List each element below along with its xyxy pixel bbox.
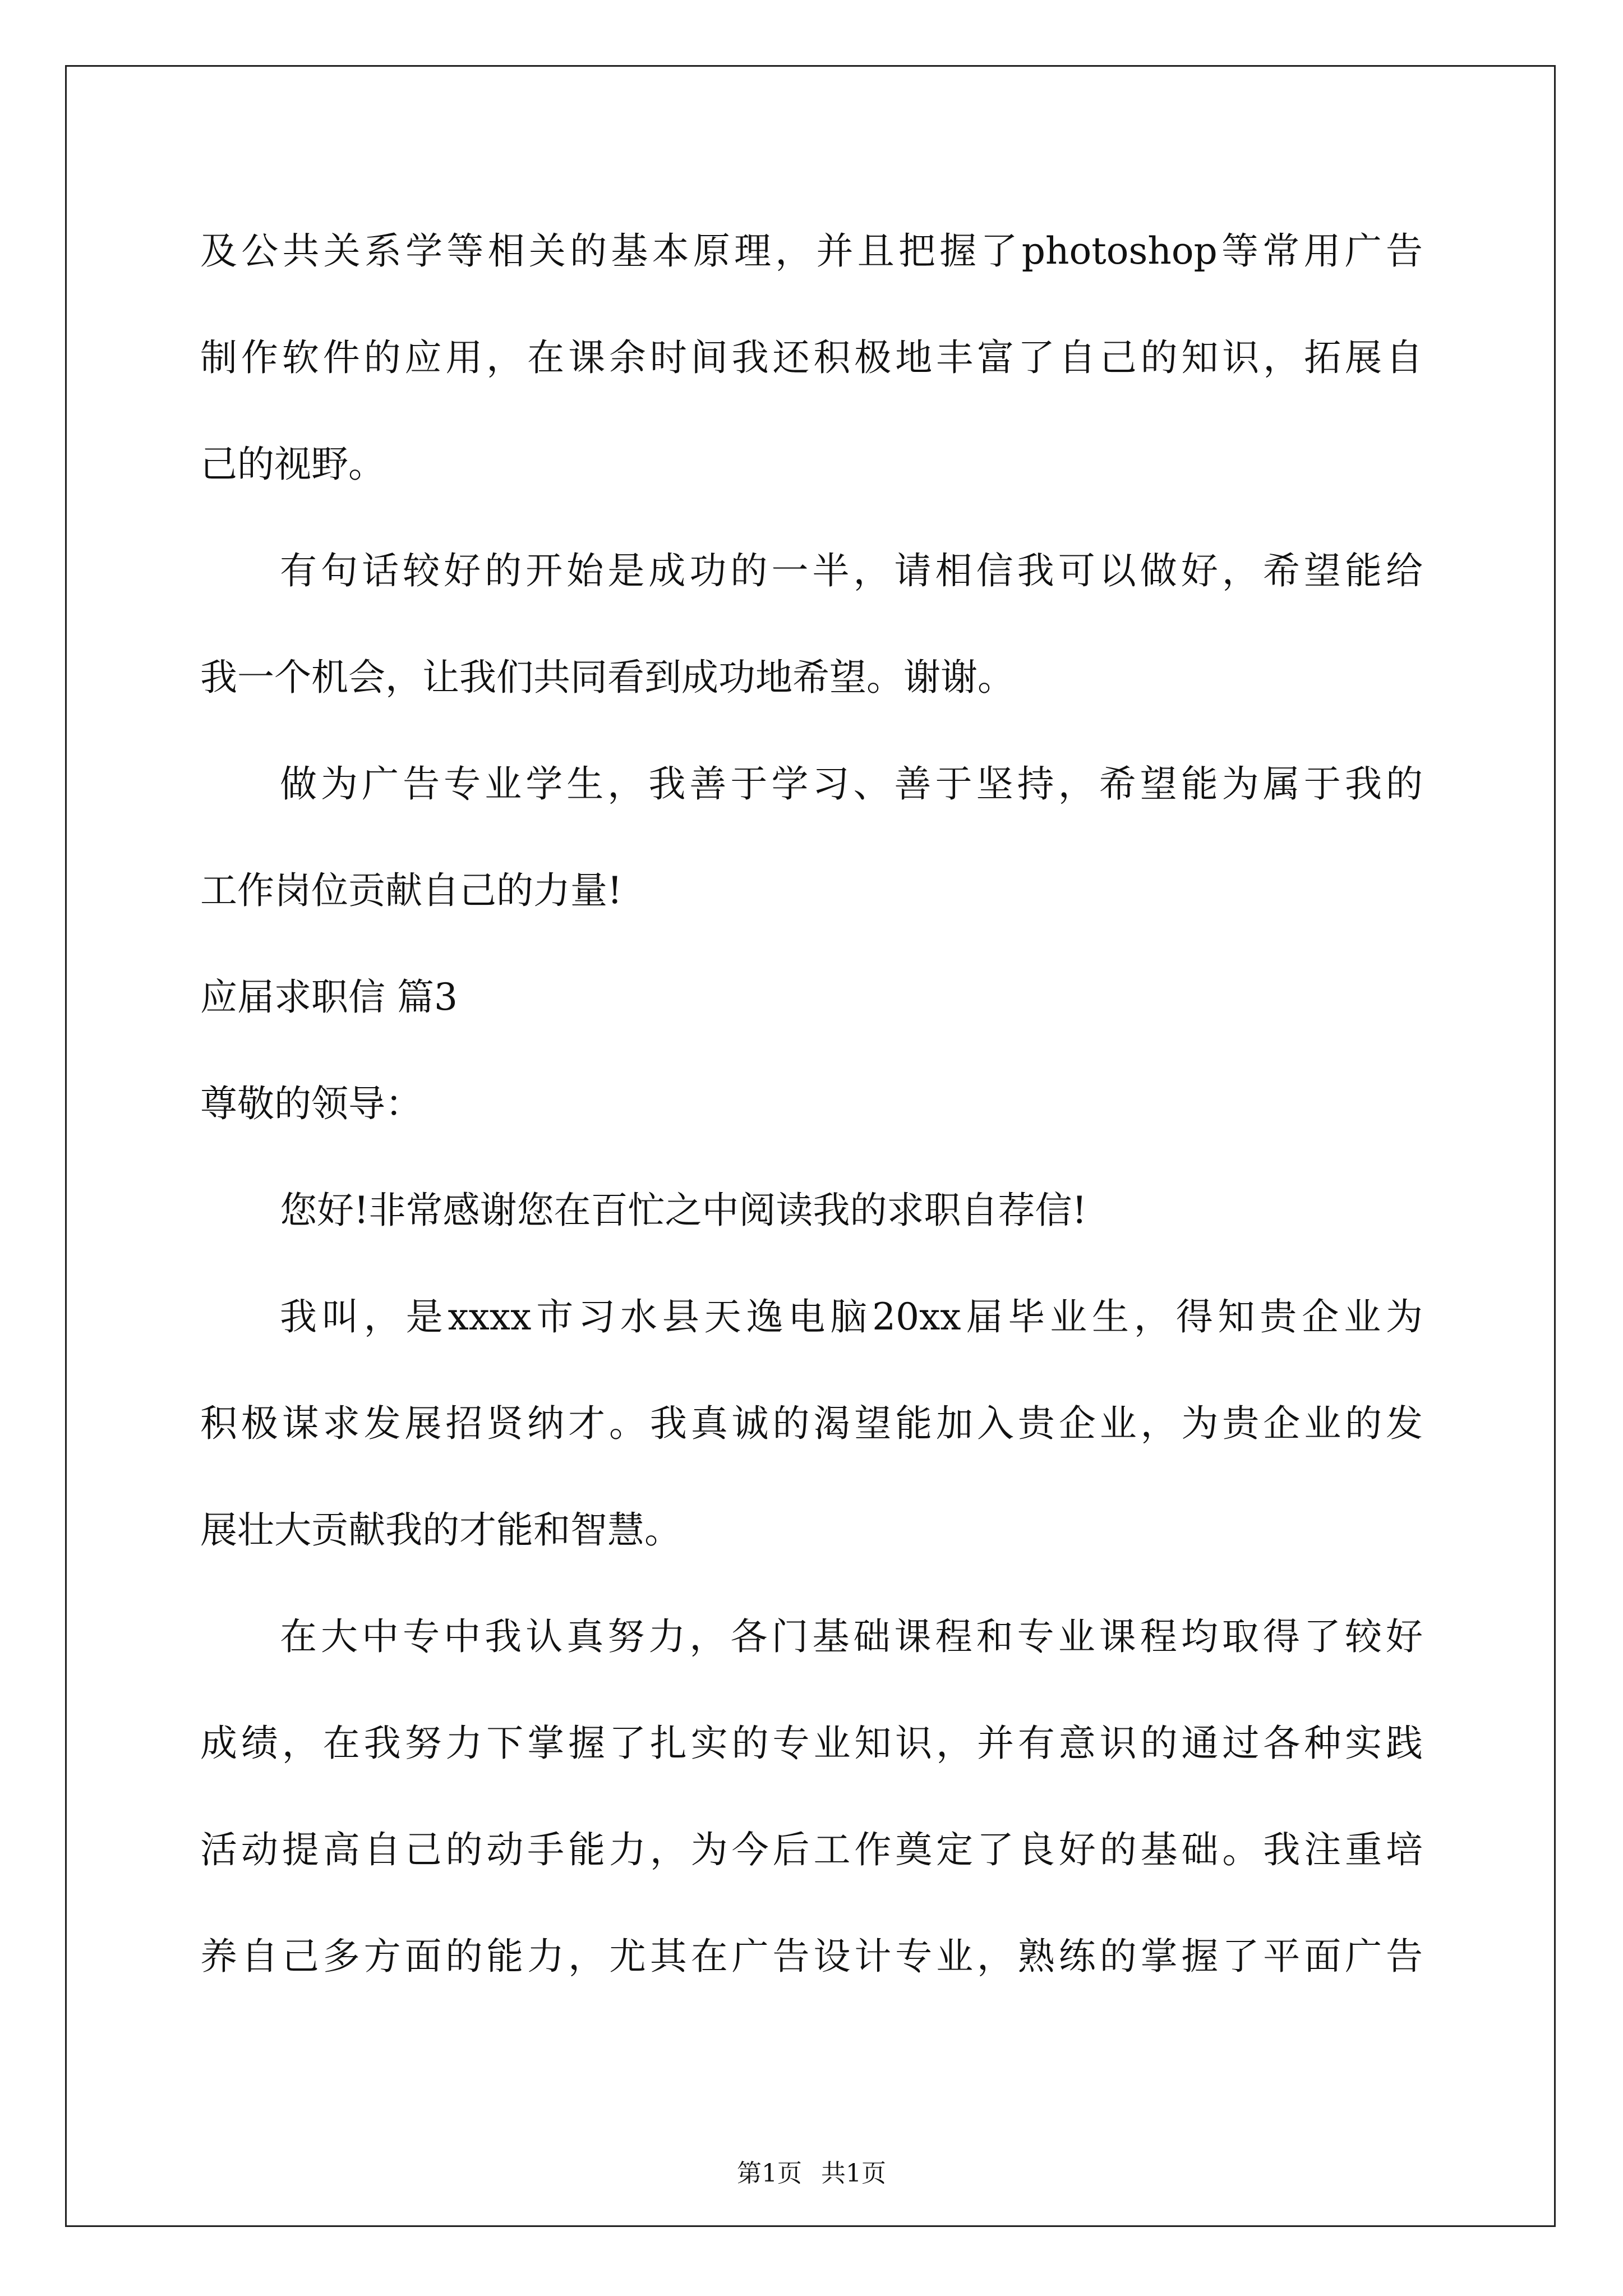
salutation: 尊敬的领导： bbox=[200, 1082, 422, 1125]
text-line: 我一个机会，让我们共同看到成功地希望。谢谢。 bbox=[200, 656, 1015, 699]
text-line: 活动提高自己的动手能力，为今后工作奠定了良好的基础。我注重培 bbox=[200, 1828, 1423, 1871]
section-heading: 应届求职信 篇3 bbox=[200, 976, 458, 1019]
paragraph-start: 在大中专中我认真努力，各门基础课程和专业课程均取得了较好 bbox=[280, 1615, 1423, 1658]
text-line: 工作岗位贡献自己的力量! bbox=[200, 869, 623, 912]
paragraph-start: 您好!非常感谢您在百忙之中阅读我的求职自荐信! bbox=[280, 1189, 1087, 1232]
text-line: 制作软件的应用，在课余时间我还积极地丰富了自己的知识，拓展自 bbox=[200, 336, 1423, 379]
text-line: 积极谋求发展招贤纳才。我真诚的渴望能加入贵企业，为贵企业的发 bbox=[200, 1402, 1423, 1445]
page-border bbox=[65, 65, 1556, 2227]
text-line: 展壮大贡献我的才能和智慧。 bbox=[200, 1508, 681, 1552]
text-line: 成绩，在我努力下掌握了扎实的专业知识，并有意识的通过各种实践 bbox=[200, 1722, 1423, 1765]
text-line: 及公共关系学等相关的基本原理，并且把握了photoshop等常用广告 bbox=[200, 229, 1423, 273]
page-number: 第1页 bbox=[737, 2159, 802, 2188]
paragraph-start: 做为广告专业学生，我善于学习、善于坚持，希望能为属于我的 bbox=[280, 762, 1423, 806]
text-line: 己的视野。 bbox=[200, 443, 385, 486]
paragraph-start: 我叫，是xxxx市习水县天逸电脑20xx届毕业生，得知贵企业为 bbox=[280, 1295, 1423, 1338]
page-footer bbox=[0, 2153, 1623, 2189]
paragraph-start: 有句话较好的开始是成功的一半，请相信我可以做好，希望能给 bbox=[280, 549, 1423, 592]
page-total: 共1页 bbox=[821, 2159, 886, 2188]
text-line: 养自己多方面的能力，尤其在广告设计专业，熟练的掌握了平面广告 bbox=[200, 1935, 1423, 1978]
